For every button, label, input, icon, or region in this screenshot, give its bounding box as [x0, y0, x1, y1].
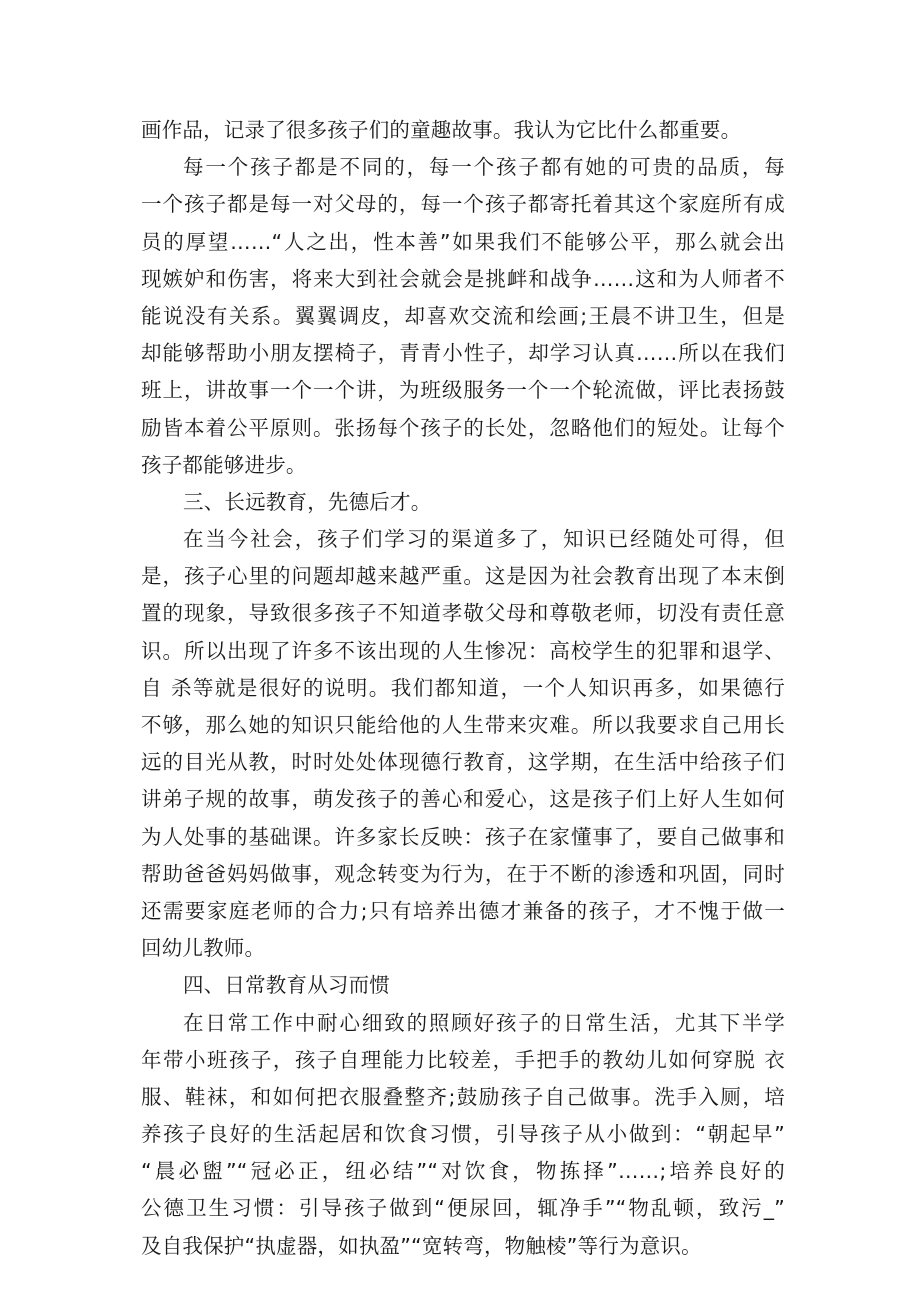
- text-line: 每一个孩子都是不同的，每一个孩子都有她的可贵的品质，每: [183, 155, 785, 180]
- text-line: 员的厚望……“人之出，性本善”如果我们不能够公平，那么就会出: [141, 229, 785, 254]
- text-line: 班上，讲故事一个一个讲，为班级服务一个一个轮流做，评比表扬鼓: [141, 378, 785, 403]
- text-line: 年带小班孩子，孩子自理能力比较差，手把手的教幼儿如何穿脱 衣: [141, 1047, 785, 1072]
- text-line: 自 杀等就是很好的说明。我们都知道，一个人知识再多，如果德行: [141, 675, 785, 700]
- text-line: 一个孩子都是每一对父母的，每一个孩子都寄托着其这个家庭所有成: [141, 192, 785, 217]
- text-line: 帮助爸爸妈妈做事，观念转变为行为，在于不断的渗透和巩固，同时: [141, 861, 785, 886]
- text-line: 四、日常教育从习而惯: [183, 973, 390, 998]
- text-line: 孩子都能够进步。: [141, 452, 307, 477]
- text-line: 还需要家庭老师的合力;只有培养出德才兼备的孩子，才不愧于做一: [141, 898, 785, 923]
- text-line: 为人处事的基础课。许多家长反映：孩子在家懂事了，要自己做事和: [141, 824, 785, 849]
- text-line: 能说没有关系。翼翼调皮，却喜欢交流和绘画;王晨不讲卫生，但是: [141, 303, 785, 328]
- text-line: 讲弟子规的故事，萌发孩子的善心和爱心，这是孩子们上好人生如何: [141, 787, 785, 812]
- text-line: 在日常工作中耐心细致的照顾好孩子的日常生活，尤其下半学: [183, 1010, 785, 1035]
- text-line: 公德卫生习惯：引导孩子做到“便尿回，辄净手”“物乱顿，致污_”: [141, 1196, 785, 1221]
- text-line: 是，孩子心里的问题却越来越严重。这是因为社会教育出现了本末倒: [141, 564, 785, 589]
- text-line: 识。所以出现了许多不该出现的人生惨况：高校学生的犯罪和退学、: [141, 638, 785, 663]
- text-line: 远的目光从教，时时处处体现德行教育，这学期，在生活中给孩子们: [141, 750, 785, 775]
- text-line: 励皆本着公平原则。张扬每个孩子的长处，忽略他们的短处。让每个: [141, 415, 785, 440]
- text-line: 养孩子良好的生活起居和饮食习惯，引导孩子从小做到：“朝起早”: [141, 1122, 785, 1147]
- document-body: [141, 112, 785, 1265]
- text-line: 三、长远教育，先德后才。: [183, 489, 432, 514]
- text-line: 画作品，记录了很多孩子们的童趣故事。我认为它比什么都重要。: [141, 118, 742, 142]
- text-line: 不够，那么她的知识只能给他的人生带来灾难。所以我要求自己用长: [141, 713, 785, 737]
- text-line: 服、鞋袜，和如何把衣服叠整齐;鼓励孩子自己做事。洗手入厕，培: [141, 1084, 785, 1109]
- text-line: 在当今社会，孩子们学习的渠道多了，知识已经随处可得，但: [183, 527, 785, 552]
- text-line: 却能够帮助小朋友摆椅子，青青小性子，却学习认真……所以在我们: [141, 341, 785, 366]
- text-line: “晨必盥”“冠必正，纽必结”“对饮食，物拣择”……;培养良好的: [141, 1159, 785, 1184]
- text-line: 现嫉妒和伤害，将来大到社会就会是挑衅和战争……这和为人师者不: [141, 266, 785, 291]
- text-line: 及自我保护“执虚器，如执盈”“宽转弯，物触棱”等行为意识。: [141, 1233, 702, 1258]
- text-line: 置的现象，导致很多孩子不知道孝敬父母和尊敬老师，切没有责任意: [141, 601, 785, 626]
- text-line: 回幼儿教师。: [141, 936, 266, 961]
